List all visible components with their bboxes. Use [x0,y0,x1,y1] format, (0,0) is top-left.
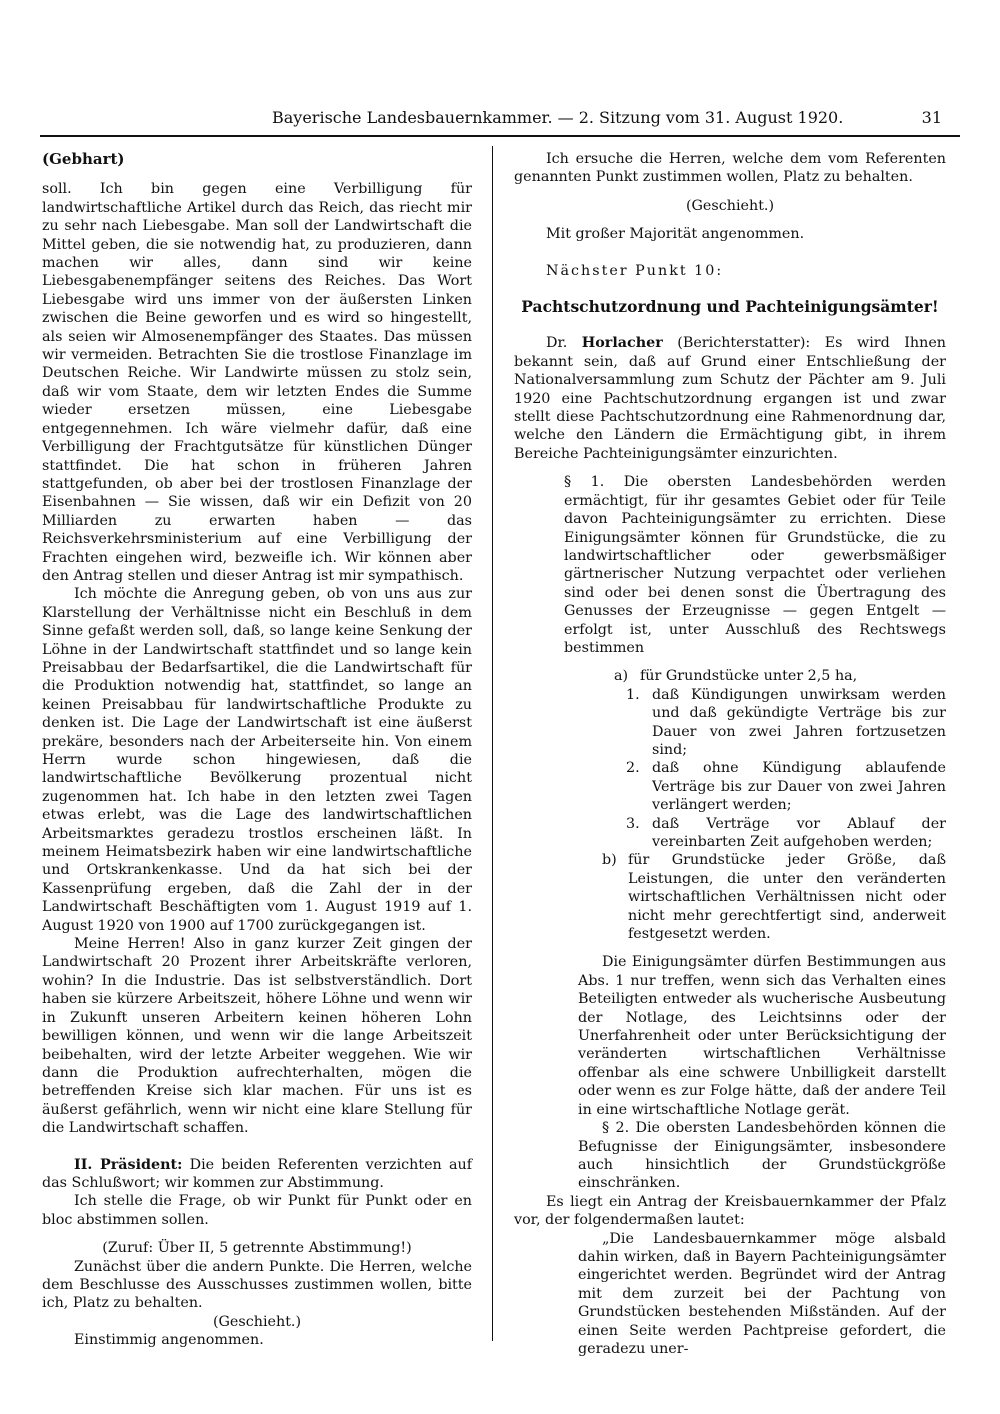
speaker-tag: (Gebhart) [42,150,125,168]
paragraph: Ich möchte die Anregung geben, ob von uns aus zur Klarstellung der Verhältnisse nicht ein Beschluß in dem Sinne gefaßt werden soll, daß, so lange keine Senkung der Löhne in der Landwirtschaft stattfindet und so lange kein Preisabbau der Bedarfsartikel, die die Landwirtschaft für die Produktion notwendig hat, stattfindet, so lange an keinen Preisabbau für landwirtschaftliche Produkte zu denken ist. Die Lage der Landwirtschaft ist eine äußerst prekäre, besonders nach der Arbeiterseite hin. Von einem Herrn wurde schon hingewiesen, daß die landwirtschaftliche Bevölkerung prozentual nicht zugenommen hat. Ich habe in den letzten zwei Tagen etwas erlebt, was die Lage des landwirtschaftlichen Arbeitsmarktes geradezu trostlos erscheinen läßt. In meinem Heimatsbezirk haben wir eine landwirtschaftliche und Ortskrankenkasse. Und da hat sich bei der Kassenprüfung ergeben, daß die Zahl der in der Landwirtschaft Beschäftigten vom 1. August 1919 auf 1. August 1920 von 1900 auf 1700 zurückgegangen ist. [42,586,472,934]
quotation: „Die Landesbauernkammer möge alsbald dahin wirken, daß in Bayern Pachteinigungsämter eingerichtet werden. Begründet wird der Antrag mit dem zurzeit bei der Pachtung von Grundstücken bestehenden Mißständen. Auf der einen Seite werden Pachtpreise gefordert, die geradezu uner- [578,1230,946,1357]
stage-note: (Geschieht.) [685,197,775,214]
list-item: 2. daß ohne Kündigung ablaufende Verträge bis zur Dauer von zwei Jahren verlängert werden; [626,760,946,814]
paragraph: Ich ersuche die Herren, welche dem vom Referenten genannten Punkt zustimmen wollen, Platz zu behalten. [514,151,946,186]
paragraph: Dr. Horlacher (Berichterstatter): Es wird Ihnen bekannt sein, daß auf Grund einer Entschließung der Nationalversammlung zum Schutz der Pächter am 9. Juli 1920 eine Pachtschutzordnung ergangen ist und zwar stellt diese Pachtschutzordnung eine Rahmenordnung dar, welche den Ländern die Ermächtigung gibt, in ihrem Bereiche Pachteinigungsämter einzurichten. [514,335,946,462]
paragraph: Einstimmig angenommen. [74,1332,264,1349]
running-title: Bayerische Landesbauernkammer. — 2. Sitzung vom 31. August 1920. [272,108,844,127]
paragraph: Meine Herren! Also in ganz kurzer Zeit gingen der Landwirtschaft 20 Prozent ihrer Arbeitskräfte verloren, wohin? In die Industrie. Das ist selbstverständlich. Dort haben sie kürzere Arbeitszeit, höhere Löhne und wenn wir in Zukunft unseren Arbeitern keinen höheren Lohn bewilligen können, und wenn wir die lange Arbeitszeit beibehalten, wird der letzte Arbeiter weggehen. Wie wir dann die Produktion aufrechterhalten, mögen die betreffenden Kreise sich klar machen. Für uns ist es äußerst gefährlich, wenn wir nicht eine klare Stellung für die Landwirtschaft schaffen. [42,936,472,1137]
section-heading: Pachtschutzordnung und Pachteinigungsämter! [521,297,939,317]
speaker-name: Horlacher [581,335,663,352]
legal-paragraph: Die Einigungsämter dürfen Bestimmungen aus Abs. 1 nur treffen, wenn sich das Verhalten eines Beteiligten entweder als wucherische Ausbeutung der Notlage, des Leichtsinns oder der Unerfahrenheit oder unter Berücksichtigung der veränderten wirtschaftlichen Verhältnisse offenbar als eine schwere Unbilligkeit darstellt oder wenn es zur Folge hätte, daß der andere Teil in eine wirtschaftliche Notlage gerät. [578,954,946,1118]
paragraph: II. Präsident: Die beiden Referenten verzichten auf das Schlußwort; wir kommen zur Abstimmung. [42,1156,473,1191]
paragraph: Zunächst über die andern Punkte. Die Herren, welche dem Beschlusse des Ausschusses zustimmen wollen, bitte ich, Platz zu behalten. [42,1258,472,1312]
speaker-name: II. Präsident: [74,1156,183,1173]
page-header [40,108,960,132]
right-column [514,150,946,1358]
legal-paragraph: § 1. Die obersten Landesbehörden werden ermächtigt, für ihr gesamtes Gebiet oder für Teile davon Pachteinigungsämter zu errichten. Diese Einigungsämter können für Grundstücke, die zu landwirtschaftlicher oder gewerbsmäßiger gärtnerischer Nutzung verpachtet oder verliehen sind oder bei denen sonst die Übertragung des Genusses der Erzeugnisse — gegen Entgelt — erfolgt ist, unter Ausschluß des Rechtswegs bestimmen [564,474,946,656]
paragraph: Ich stelle die Frage, ob wir Punkt für Punkt oder en bloc abstimmen sollen. [42,1193,472,1228]
list-item: 1. daß Kündigungen unwirksam werden und daß gekündigte Verträge bis zur Dauer von zwei Jahren fortzusetzen sind; [626,686,946,758]
paragraph: Mit großer Majorität angenommen. [546,226,805,243]
stage-note: (Geschieht.) [212,1313,302,1330]
interjection: (Zuruf: Über II, 5 getrennte Abstimmung!) [102,1240,412,1257]
list-item: b) für Grundstücke jeder Größe, daß Leistungen, die unter den veränderten wirtschaftlichen Verhältnissen nicht oder nicht mehr gerechtfertigt sind, anderweit festgesetzt werden. [602,852,946,943]
legal-paragraph: § 2. Die obersten Landesbehörden können die Befugnisse der Einigungsämter, insbesondere auch hinsichtlich der Grundstückgröße einschränken. [578,1120,946,1192]
page-number: 31 [921,108,942,127]
list-item: a) für Grundstücke unter 2,5 ha, [614,668,858,685]
left-column [42,150,472,1350]
header-rule [40,135,960,137]
column-divider [492,146,493,1341]
paragraph: soll. Ich bin gegen eine Verbilligung für landwirtschaftliche Artikel durch das Reich, das riecht mir zu sehr nach Liebesgabe. Man soll der Landwirtschaft die Mittel geben, die sie notwendig hat, zu produzieren, dann machen wir alles, dann sind wir keine Liebesgabenempfänger seitens des Reiches. Das Wort Liebesgabe wird uns immer von der äußersten Linken zwischen die Beine geworfen und es wird so hingestellt, als seien wir Almosenempfänger des Staates. Das müssen wir vermeiden. Betrachten Sie die trostlose Finanzlage im Deutschen Reiche. Wir Landwirte müssen zu stolz sein, daß wir vom Staate, dem wir letzten Endes die Summe wieder ersetzen müssen, eine Liebesgabe entgegennehmen. Ich wäre vielmehr dafür, daß eine Verbilligung der Frachtgutsätze für künstlichen Dünger stattfindet. Die hat schon in früheren Jahren stattgefunden, ob aber bei der trostlosen Finanzlage der Eisenbahnen — Sie wissen, daß wir ein Defizit von 20 Milliarden zu erwarten haben — das Reichsverkehrsministerium auf eine Verbilligung der Frachten eingehen wird, bezweifle ich. Wir können aber den Antrag stellen und dieser Antrag ist mir sympathisch. [42,181,472,584]
agenda-item: Nächster Punkt 10: [546,262,724,279]
paragraph: Es liegt ein Antrag der Kreisbauernkammer der Pfalz vor, der folgendermaßen lautet: [514,1193,946,1229]
list-item: 3. daß Verträge vor Ablauf der vereinbarten Zeit aufgehoben werden; [626,815,946,850]
